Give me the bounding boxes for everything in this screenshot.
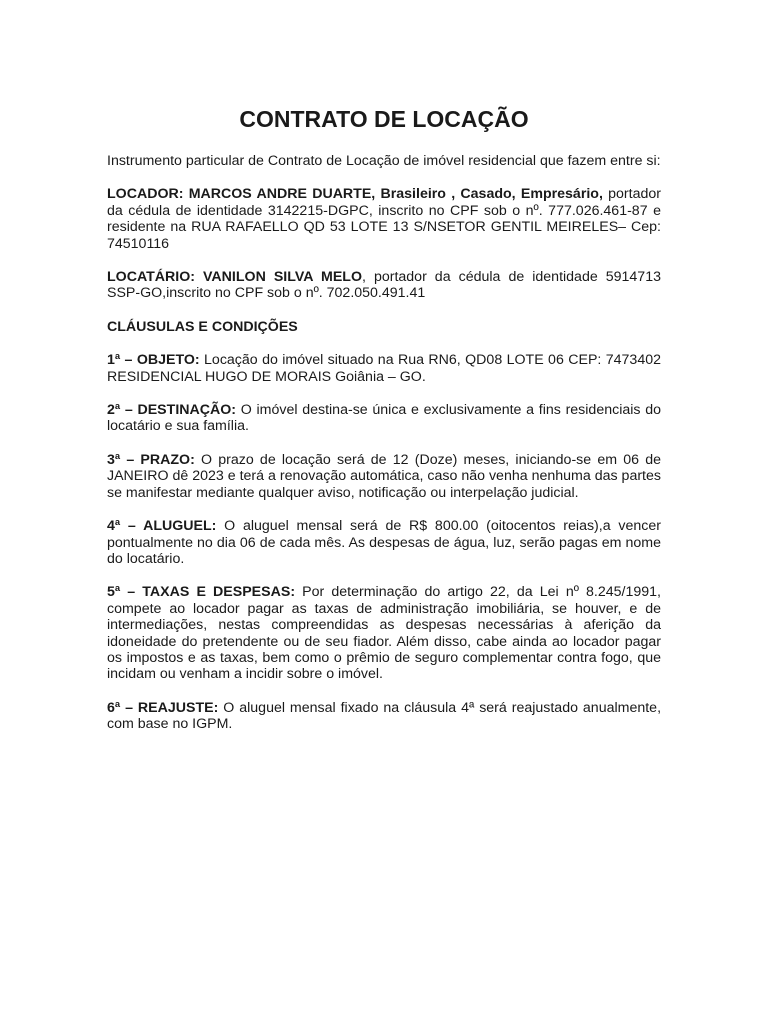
clauses-heading: CLÁUSULAS E CONDIÇÕES [107,318,298,335]
intro-paragraph: Instrumento particular de Contrato de Locação de imóvel residencial que fazem entre si: [107,153,661,169]
clause-label: 4ª – ALUGUEL: [107,518,217,535]
locador-label: LOCADOR: MARCOS ANDRE DUARTE, Brasileiro , Casado, Empresário, [107,186,603,203]
clause-4-aluguel [107,518,661,567]
clause-label: 2ª – DESTINAÇÃO: [107,402,237,419]
locador-paragraph [107,186,661,252]
clause-text: Por determinação do artigo 22, da Lei nº 8.245/1991, compete ao locador pagar as taxas de administração imobiliária, se houver, e de intermediações, nestas compreendidas as despesas necessárias à aferição da idoneidade do pretendente ou de seu fiador. Além disso, cabe ainda ao locador pagar os impostos e as taxas, bem como o prêmio de seguro complementar contra fogo, que incidam ou venham a incidir sobre o imóvel. [107,584,661,683]
clause-6-reajuste [107,700,661,733]
document-title: CONTRATO DE LOCAÇÃO [239,106,529,132]
clause-2-destinacao [107,402,661,435]
locador-text: portador da cédula de identidade 3142215-DGPC, inscrito no CPF sob o nº. 777.026.461-87 e residente na RUA RAFAELLO QD 53 LOTE 13 S/NSETOR GENTIL MEIRELES– Cep: 74510116 [107,186,661,252]
clause-5-taxas-despesas [107,584,661,682]
clause-3-prazo [107,452,661,501]
clause-label: 1ª – OBJETO: [107,352,200,369]
clause-label: 5ª – TAXAS E DESPESAS: [107,584,296,601]
clause-text: O aluguel mensal será de R$ 800.00 (oitocentos reias),a vencer pontualmente no dia 06 de cada mês. As despesas de água, luz, serão pagas em nome do locatário. [107,518,661,567]
locatario-paragraph [107,269,661,302]
locatario-label: LOCATÁRIO: VANILON SILVA MELO [107,269,362,286]
clause-text: O imóvel destina-se única e exclusivamente a fins residenciais do locatário e sua família. [107,402,661,435]
locatario-text: , portador da cédula de identidade 5914713 SSP-GO,inscrito no CPF sob o nº. 702.050.491.41 [107,269,661,302]
clause-1-objeto [107,352,661,385]
clause-label: 3ª – PRAZO: [107,451,195,468]
clause-text: O prazo de locação será de 12 (Doze) meses, iniciando-se em 06 de JANEIRO dê 2023 e terá a renovação automática, caso não venha nenhuma das partes se manifestar mediante qualquer aviso, notificação ou interpelação judicial. [107,451,662,501]
contract-page [107,106,661,750]
clause-text: O aluguel mensal fixado na cláusula 4ª será reajustado anualmente, com base no IGPM. [107,699,662,733]
clause-label: 6ª – REAJUSTE: [107,699,219,716]
clause-text: Locação do imóvel situado na Rua RN6, QD08 LOTE 06 CEP: 7473402 RESIDENCIAL HUGO DE MORAIS Goiânia – GO. [107,352,661,385]
